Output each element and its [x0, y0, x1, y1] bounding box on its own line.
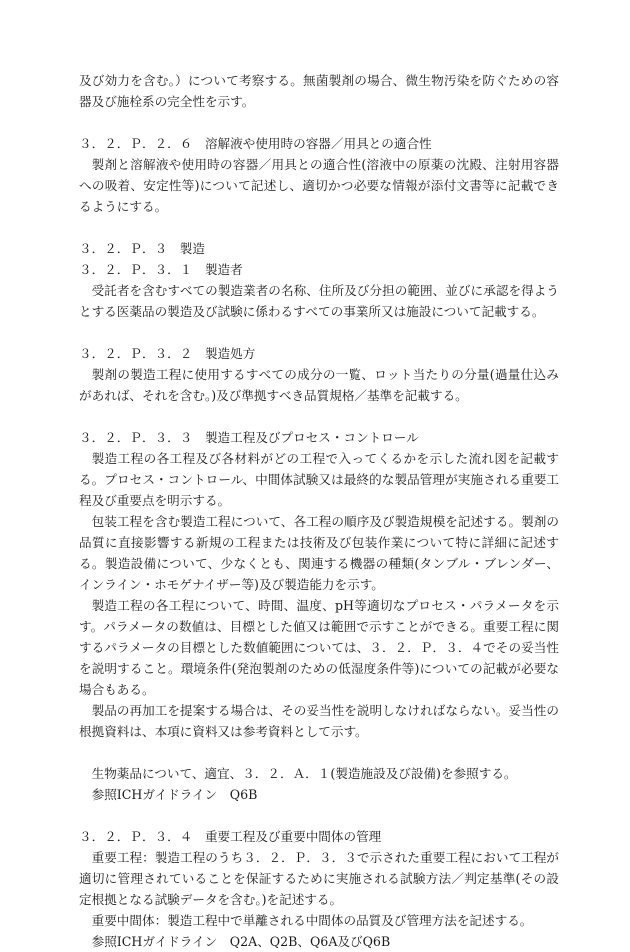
spacer [79, 322, 559, 343]
spacer [79, 805, 559, 826]
section-heading-3-2-p-3-1: ３．２．Ｐ．３．１ 製造者 [79, 262, 243, 277]
spacer [79, 742, 559, 763]
section-heading-3-2-p-3-4: ３．２．Ｐ．３．４ 重要工程及び重要中間体の管理 [79, 829, 382, 844]
paragraph-critical-intermediates: 重要中間体：製造工程中で単離される中間体の品質及び管理方法を記述する。 [91, 913, 533, 928]
ich-guideline-reference: 参照ICHガイドライン Q6B [91, 787, 258, 802]
paragraph-critical-steps: 重要工程：製造工程のうち３．２．Ｐ．３．３で示された重要工程において工程が適切に管理されていることを保証するために実施される試験方法／判定基準(その設定根拠となる試験データを含む。)を記述する。 [79, 850, 559, 907]
intro-paragraph: 及び効力を含む。）について考察する。無菌製剤の場合、微生物汚染を防ぐための容器及び施栓系の完全性を示す。 [79, 73, 559, 109]
paragraph-3-2-p-3-3-flow: 製造工程の各工程及び各材料がどの工程で入ってくるかを示した流れ図を記載する。プロセス・コントロール、中間体試験又は最終的な製品管理が実施される重要工程及び重要点を明示する。 [79, 451, 559, 508]
spacer [79, 406, 559, 427]
ich-guideline-reference: 参照ICHガイドライン Q2A、Q2B、Q6A及びQ6B [91, 934, 391, 949]
paragraph-3-2-p-3-3-reprocessing: 製品の再加工を提案する場合は、その妥当性を説明しなければならない。妥当性の根拠資料は、本項に資料又は参考資料として示す。 [79, 703, 559, 739]
paragraph-3-2-p-2-6: 製剤と溶解液や使用時の容器／用具との適合性(溶液中の原薬の沈殿、注射用容器への吸着、安定性等)について記述し、適切かつ必要な情報が添付文書等に記載できるようにする。 [79, 157, 559, 214]
paragraph-3-2-p-3-3-packaging: 包装工程を含む製造工程について、各工程の順序及び製造規模を記述する。製剤の品質に直接影響する新規の工程または技術及び包装作業について特に詳細に記述する。製造設備について、少なくとも、関連する機器の種類(タンブル・ブレンダー、インライン・ホモゲナイザー等)及び製造能力を示す。 [79, 514, 559, 592]
paragraph-3-2-p-3-2: 製剤の製造工程に使用するすべての成分の一覧、ロット当たりの分量(過量仕込みがあれば、それを含む。)及び準拠すべき品質規格／基準を記載する。 [79, 367, 559, 403]
paragraph-3-2-p-3-3-parameters: 製造工程の各工程について、時間、温度、pH等適切なプロセス・パラメータを示す。パラメータの数値は、目標とした値又は範囲で示すことができる。重要工程に関するパラメータの目標とした数値範囲については、３．２．Ｐ．３．４でその妥当性を説明すること。環境条件(発泡製剤のための低湿度条件等)についての記載が必要な場合もある。 [79, 598, 559, 697]
document-page [79, 70, 559, 952]
section-heading-3-2-p-3-3: ３．２．Ｐ．３．３ 製造工程及びプロセス・コントロール [79, 430, 419, 445]
paragraph-3-2-p-3-1: 受託者を含むすべての製造業者の名称、住所及び分担の範囲、並びに承認を得ようとする医薬品の製造及び試験に係わるすべての事業所又は施設について記載する。 [79, 283, 559, 319]
section-heading-3-2-p-3: ３．２．Ｐ．３ 製造 [79, 241, 205, 256]
section-heading-3-2-p-3-2: ３．２．Ｐ．３．２ 製造処方 [79, 346, 256, 361]
spacer [79, 112, 559, 133]
spacer [79, 217, 559, 238]
section-heading-3-2-p-2-6: ３．２．Ｐ．２．６ 溶解液や使用時の容器／用具との適合性 [79, 136, 432, 151]
paragraph-biologics: 生物薬品について、適宜、３．２．Ａ．１(製造施設及び設備)を参照する。 [91, 766, 517, 781]
